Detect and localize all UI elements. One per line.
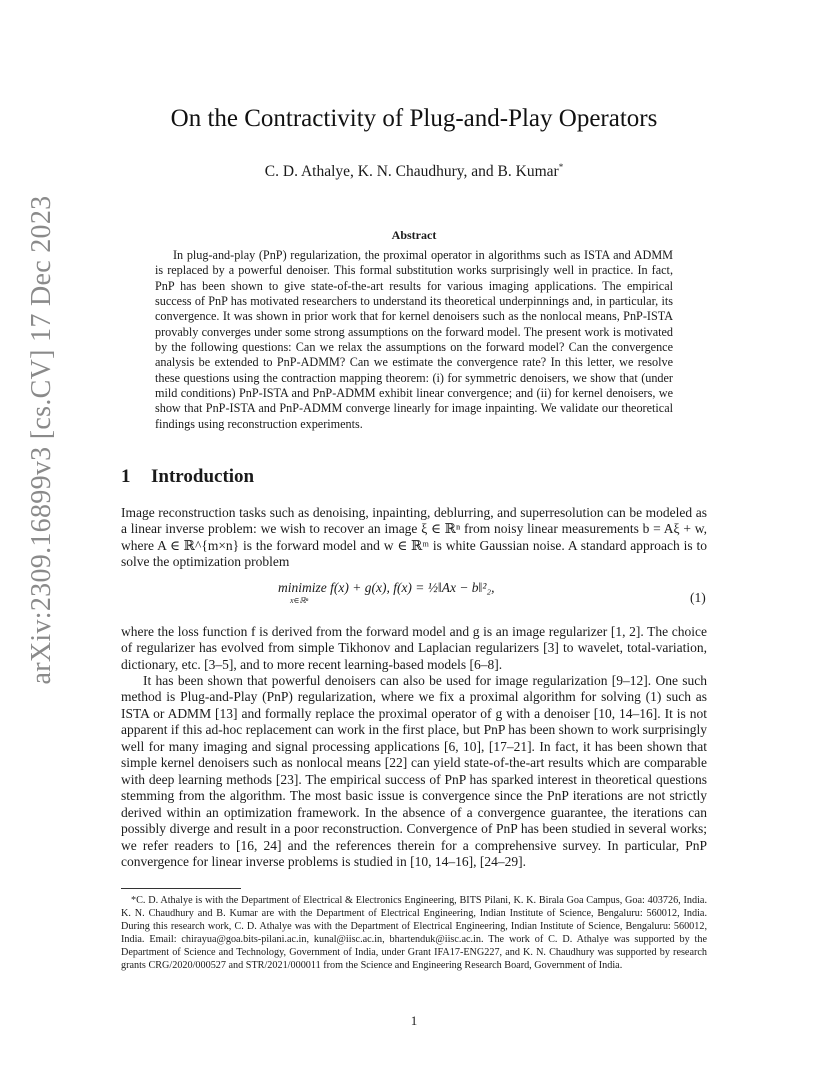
paragraph-2: where the loss function f is derived from the forward model and g is an image regularizer [1, 2]. The choice of regularizer has evolved from simple Tikhonov and Laplacian regularizers [3] to wavelet, total-variation, dictionary, etc. [3–5], and to more recent learning-based models [6–8]. xyxy=(121,624,707,672)
equation-number: (1) xyxy=(690,590,706,605)
paragraph-1: Image reconstruction tasks such as denoising, inpainting, deblurring, and superresolution can be modeled as a linear inverse problem: we wish to recover an image ξ ∈ ℝⁿ from noisy linear measurements b = Aξ + w, where A ∈ ℝ^{m×n} is the forward model and w ∈ ℝᵐ is white Gaussian noise. A standard approach is to solve the optimization problem xyxy=(121,505,707,570)
abstract-text: In plug-and-play (PnP) regularization, the proximal operator in algorithms such as ISTA and ADMM is replaced by a powerful denoiser. This formal substitution works surprisingly well in practice. In fact, PnP has been shown to give state-of-the-art results for various imaging applications. The empirical success of PnP has motivated researchers to understand its theoretical underpinnings and, in particular, its convergence. It was shown in prior work that for kernel denoisers such as the nonlocal means, PnP-ISTA provably converges under some strong assumptions on the forward model. The present work is motivated by the following questions: Can we relax the assumptions on the forward model? Can the convergence analysis be extended to PnP-ADMM? Can we estimate the convergence rate? In this letter, we resolve these questions using the contraction mapping theorem: (i) for symmetric denoisers, we show that (under mild conditions) PnP-ISTA and PnP-ADMM exhibit linear convergence; and (ii) for kernel denoisers, we show that PnP-ISTA and PnP-ADMM converge linearly for image inpainting. We validate our theoretical findings using reconstruction experiments. xyxy=(155,248,673,431)
arxiv-identifier[interactable]: arXiv:2309.16899v3 [cs.CV] 17 Dec 2023 xyxy=(26,195,57,685)
equation-1 xyxy=(278,580,494,605)
section-number: 1 xyxy=(121,466,131,487)
equation-text: minimize f(x) + g(x), f(x) = ½‖Ax − b‖²₂, xyxy=(278,580,495,595)
paper-title: On the Contractivity of Plug-and-Play Operators xyxy=(170,105,658,132)
authors-text: C. D. Athalye, K. N. Chaudhury, and B. Kumar xyxy=(264,163,559,181)
arxiv-sidebar xyxy=(22,160,62,720)
author-list xyxy=(0,162,828,181)
footnote: *C. D. Athalye is with the Department of Electrical & Electronics Engineering, BITS Pilani, K. K. Birala Goa Campus, Goa: 403726, India. K. N. Chaudhury and B. Kumar are with the Department of Electrical Engineering, Indian Institute of Science, Bengaluru: 560012, India. During this research work, C. D. Athalye was with the Department of Electrical Engineering, Indian Institute of Science, Bengaluru: 560012, India. Email: chirayua@goa.bits-pilani.ac.in, kunal@iisc.ac.in, bhartenduk@iisc.ac.in. The work of C. D. Athalye was supported by the Department of Science and Technology, Government of India, under Grant IFA17-ENG227, and K. N. Chaudhury was supported by research grants CRG/2020/000527 and STR/2021/000011 from the Science and Engineering Research Board, Government of India. xyxy=(121,895,707,972)
equation-subscript: x∈ℝⁿ xyxy=(290,596,309,605)
paragraph-3: It has been shown that powerful denoisers can also be used for image regularization [9–12]. One such method is Plug-and-Play (PnP) regularization, where we fix a proximal algorithm for solving (1) such as ISTA or ADMM [13] and formally replace the proximal operator of g with a denoiser [10, 14–16]. It is not apparent if this ad-hoc replacement can work in the first place, but PnP has been shown to work surprisingly well for many imaging and signal processing applications [6, 10], [17–21]. In fact, it has been shown that simple kernel denoisers such as nonlocal means [22] can yield state-of-the-art results which are comparable with deep learning methods [23]. The empirical success of PnP has sparked interest in theoretical questions stemming from the algorithm. The most basic issue is convergence since the PnP iterations are not strictly derived within an optimization framework. In the absence of a convergence guarantee, the iterations can possibly diverge and result in a poor reconstruction. Convergence of PnP has been studied in several works; we refer readers to [16, 24] and the references therein for a comprehensive survey. In particular, PnP convergence for linear inverse problems is studied in [10, 14–16], [24–29]. xyxy=(121,673,707,869)
page-number: 1 xyxy=(410,1013,418,1028)
section-title: Introduction xyxy=(151,466,255,487)
abstract-heading: Abstract xyxy=(391,228,437,242)
section-heading xyxy=(121,466,254,488)
author-footnote-mark[interactable]: * xyxy=(558,162,564,172)
footnote-rule xyxy=(121,888,241,889)
